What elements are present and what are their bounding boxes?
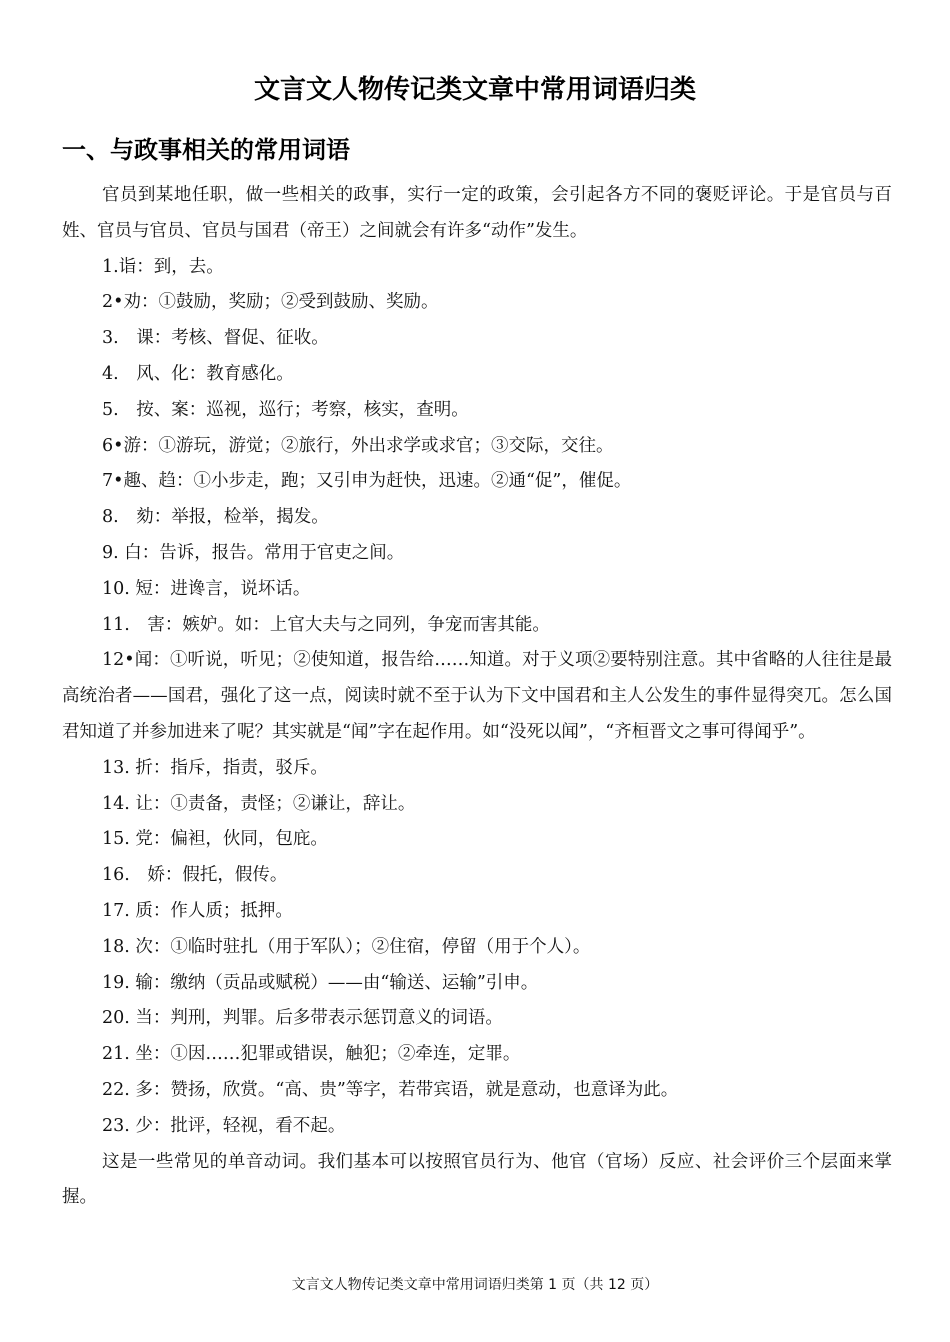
list-item: 10. 短：进谗言，说坏话。 (102, 578, 311, 599)
list-item: 11. 害：嫉妒。如：上官大夫与之同列，争宠而害其能。 (102, 614, 550, 635)
page-footer: 文言文人物传记类文章中常用词语归类第 1 页（共 12 页） (291, 1277, 659, 1293)
document-title: 文言文人物传记类文章中常用词语归类 (253, 75, 696, 105)
list-item: 2•劝：①鼓励，奖励；②受到鼓励、奖励。 (102, 292, 439, 313)
list-item: 14. 让：①责备，责怪；②谦让，辞让。 (102, 793, 416, 814)
list-item: 16. 娇：假托，假传。 (102, 865, 288, 886)
list-item: 3. 课：考核、督促、征收。 (102, 328, 329, 349)
list-item: 22. 多：赞扬，欣赏。“高、贵”等字，若带宾语，就是意动，也意译为此。 (102, 1079, 679, 1100)
section-heading: 一、与政事相关的常用词语 (62, 136, 350, 164)
closing-paragraph: 这是一些常见的单音动词。我们基本可以按照官员行为、他官（官场）反应、社会评价三个层面来掌握。 (62, 1151, 892, 1208)
body-text (62, 178, 892, 1216)
list-item: 23. 少：批评，轻视，看不起。 (102, 1115, 346, 1136)
list-item: 19. 输：缴纳（贡品或赋税）——由“输送、运输”引申。 (102, 972, 539, 993)
list-item: 9. 白：告诉，报告。常用于官吏之间。 (102, 542, 405, 563)
list-item: 18. 次：①临时驻扎（用于军队）；②住宿，停留（用于个人）。 (102, 936, 591, 957)
intro-paragraph: 官员到某地任职，做一些相关的政事，实行一定的政策，会引起各方不同的褒贬评论。于是官员与百姓、官员与官员、官员与国君（帝王）之间就会有许多“动作”发生。 (62, 185, 892, 241)
list-item: 17. 质：作人质；抵押。 (102, 900, 293, 921)
list-item: 8. 劾：举报，检举，揭发。 (102, 507, 329, 528)
list-item: 1.诣：到，去。 (102, 256, 224, 277)
list-item: 15. 党：偏袒，伙同，包庇。 (102, 829, 328, 850)
list-item: 5. 按、案：巡视，巡行；考察，核实，查明。 (102, 399, 469, 420)
list-item: 7•趣、趋：①小步走，跑；又引申为赶快，迅速。②通“促”，催促。 (102, 471, 632, 492)
list-item: 13. 折：指斥，指责，驳斥。 (102, 757, 328, 778)
list-item-wen: 12•闻：①听说，听见；②使知道，报告给……知道。对于义项②要特别注意。其中省略的人往往是最高统治者——国君，强化了这一点，阅读时就不至于认为下文中国君和主人公发生的事件显得突兀。怎么国君知道了并参加进来了呢？其实就是“闻”字在起作用。如“没死以闻”，“齐桓晋文之事可得闻乎”。 (62, 650, 892, 742)
list-item: 4. 风、化：教育感化。 (102, 363, 294, 384)
list-item: 21. 坐：①因……犯罪或错误，触犯；②牵连，定罪。 (102, 1044, 521, 1065)
list-item: 6•游：①游玩，游觉；②旅行，外出求学或求官；③交际，交往。 (102, 435, 614, 456)
list-item: 20. 当：判刑，判罪。后多带表示惩罚意义的词语。 (102, 1008, 503, 1029)
